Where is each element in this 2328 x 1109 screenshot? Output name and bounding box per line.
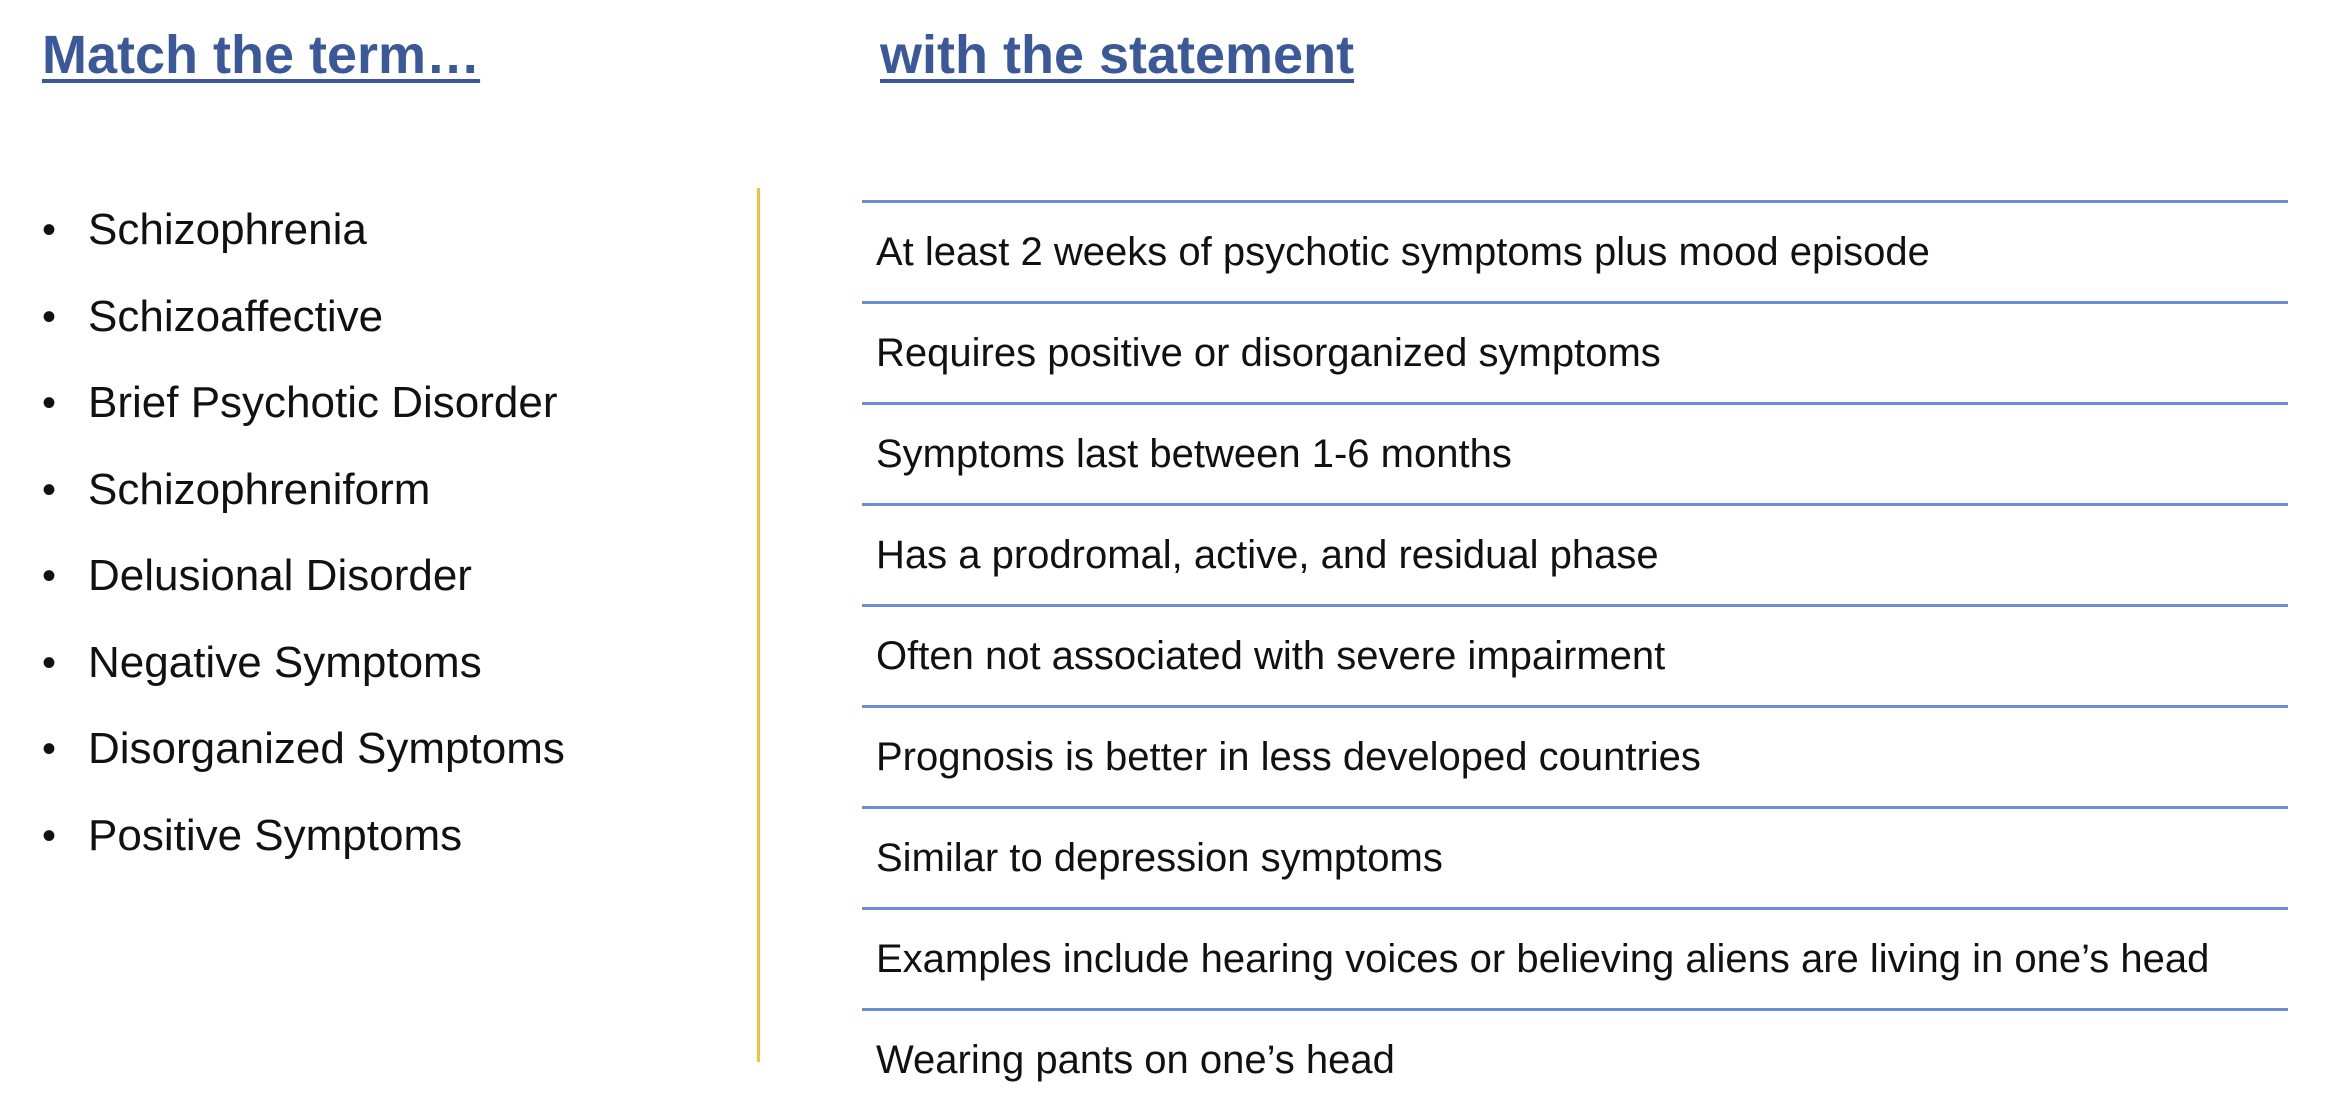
term-item — [42, 369, 565, 456]
bullet-icon: • — [42, 381, 57, 425]
bullet-icon: • — [42, 294, 57, 339]
term-label: Schizoaffective — [88, 291, 384, 341]
bullet-icon: • — [42, 208, 57, 252]
term-label: Brief Psychotic Disorder — [88, 378, 558, 427]
term-label: Schizophreniform — [88, 464, 431, 514]
term-label: Positive Symptoms — [88, 810, 463, 860]
term-item — [42, 196, 565, 283]
bullet-icon: • — [42, 467, 57, 512]
term-item — [42, 802, 565, 889]
term-label: Schizophrenia — [88, 205, 367, 254]
bullet-icon: • — [42, 727, 57, 771]
term-list — [42, 196, 565, 888]
term-item — [42, 283, 565, 370]
statement-row: Has a prodromal, active, and residual phase — [862, 503, 2288, 604]
statement-table — [862, 200, 2288, 1109]
bullet-icon: • — [42, 813, 57, 858]
term-label: Disorganized Symptoms — [88, 724, 565, 773]
term-item — [42, 629, 565, 716]
statement-row: At least 2 weeks of psychotic symptoms plus mood episode — [862, 200, 2288, 301]
column-divider — [757, 188, 760, 1062]
term-label: Negative Symptoms — [88, 637, 482, 687]
statement-row: Wearing pants on one’s head — [862, 1008, 2288, 1109]
term-label: Delusional Disorder — [88, 551, 472, 600]
match-term-heading: Match the term… — [42, 25, 481, 85]
statement-row: Examples include hearing voices or believing aliens are living in one’s head — [862, 907, 2288, 1008]
bullet-icon: • — [42, 554, 57, 598]
bullet-icon: • — [42, 640, 57, 685]
term-item — [42, 542, 565, 629]
term-item — [42, 715, 565, 802]
statement-row: Symptoms last between 1-6 months — [862, 402, 2288, 503]
statement-row: Requires positive or disorganized symptoms — [862, 301, 2288, 402]
statement-row: Similar to depression symptoms — [862, 806, 2288, 907]
term-item — [42, 456, 565, 543]
statement-row: Often not associated with severe impairment — [862, 604, 2288, 705]
statement-row: Prognosis is better in less developed countries — [862, 705, 2288, 806]
statement-heading: with the statement — [880, 25, 1355, 85]
